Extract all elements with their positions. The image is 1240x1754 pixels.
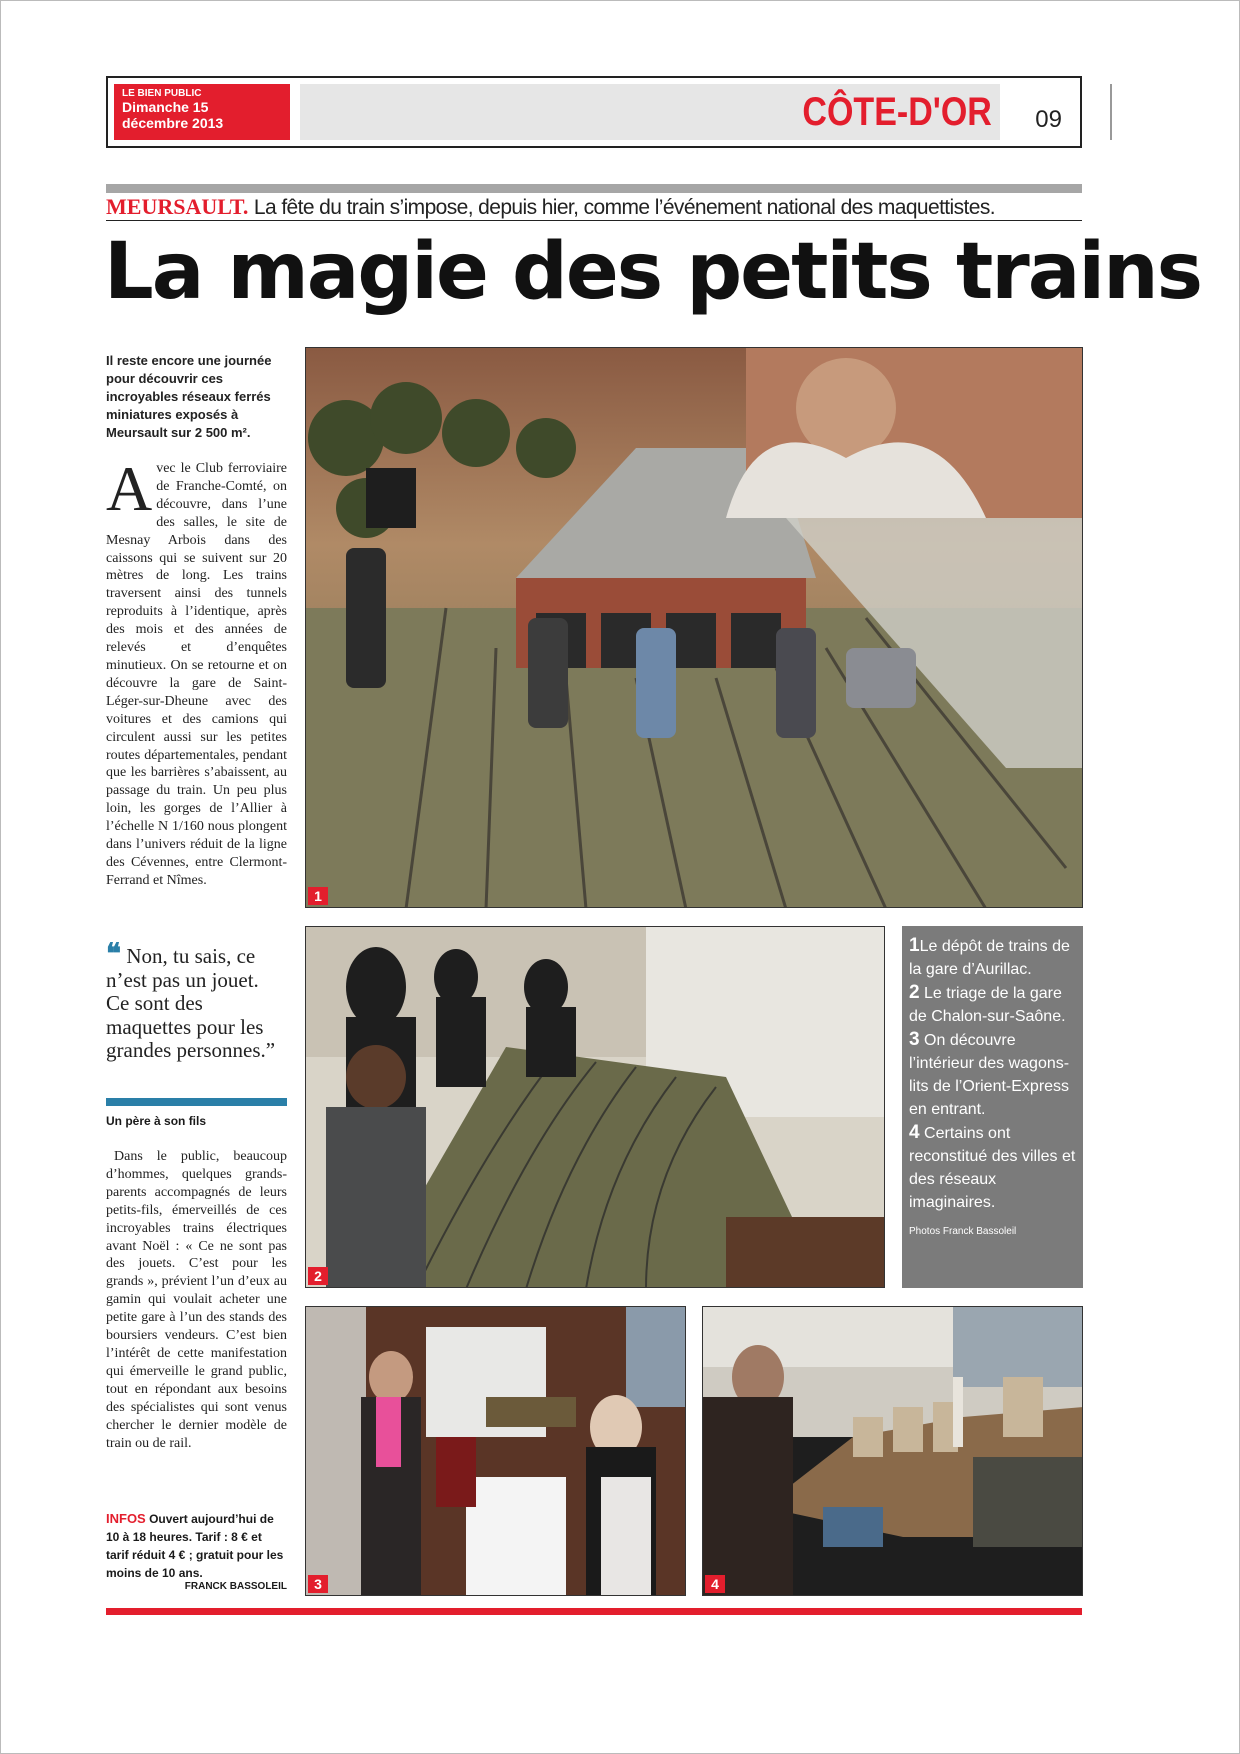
photo-2-marshalling-yard xyxy=(305,926,885,1288)
pull-quote xyxy=(106,938,287,1063)
photo-4-imaginary-town xyxy=(702,1306,1083,1596)
masthead-date-box xyxy=(114,84,290,140)
photo-2-image xyxy=(306,927,885,1288)
section-title: CÔTE-D'OR xyxy=(802,90,992,134)
caption-1: 1Le dépôt de trains de la gare d’Aurillac. xyxy=(909,935,1070,978)
kicker xyxy=(106,194,1082,221)
kicker-text: La fête du train s’impose, depuis hier, comme l’événement national des maquettistes. xyxy=(253,196,995,219)
footer-rule xyxy=(106,1608,1082,1615)
photo-1-image xyxy=(306,348,1083,908)
photo-3-orient-express xyxy=(305,1306,686,1596)
photo-3-number: 3 xyxy=(308,1575,328,1593)
photo-1-train-depot xyxy=(305,347,1083,908)
photo-4-number: 4 xyxy=(705,1575,725,1593)
article-body-part1 xyxy=(106,453,287,890)
practical-info xyxy=(106,1510,287,1582)
photo-1-number: 1 xyxy=(308,887,328,905)
issue-date-line1: Dimanche 15 xyxy=(122,99,209,115)
drop-cap: A xyxy=(106,453,153,524)
photo-4-image xyxy=(703,1307,1083,1596)
caption-3: 3 On découvre l’intérieur des wagons-lits de l’Orient-Express en entrant. xyxy=(909,1029,1070,1118)
infos-text: Ouvert aujourd’hui de 10 à 18 heures. Tarif : 8 € et tarif réduit 4 € ; gratuit pour les moins de 10 ans. xyxy=(106,1512,284,1580)
header-separator xyxy=(1110,84,1112,140)
quote-mark-icon: ❝ xyxy=(106,938,122,969)
pull-quote-attribution: Un père à son fils xyxy=(106,1114,207,1128)
headline: La magie des petits trains xyxy=(104,227,1202,317)
photo-credit: Photos Franck Bassoleil xyxy=(909,1226,1017,1237)
issue-date-line2: décembre 2013 xyxy=(122,115,224,131)
kicker-place: MEURSAULT. xyxy=(106,194,249,219)
article-body-part2: Dans le public, beaucoup d’hommes, quelques grands-parents accompagnés de leurs petits-fils, émerveillés de ces incroyables trains électriques avant Noël : « Ce ne sont pas des jouets. C’est pour les grands », prévient l’un d’eux au gamin qui voulait acheter une petite gare à l’un des stands des boursiers vendeurs. C’est bien l’intérêt de cette manifestation qui émerveille le grand public, tout en répondant aux besoins des spécialistes qui sont venus chercher le dernier modèle de train ou de rail. xyxy=(106,1149,287,1451)
photo-2-number: 2 xyxy=(308,1267,328,1285)
page-number: 09 xyxy=(1035,106,1062,133)
kicker-bar xyxy=(106,184,1082,193)
caption-2: 2 Le triage de la gare de Chalon-sur-Saône. xyxy=(909,982,1066,1025)
infos-label: INFOS xyxy=(106,1511,146,1526)
article-intro: Il reste encore une journée pour découvrir ces incroyables réseaux ferrés miniatures exposés à Meursault sur 2 500 m². xyxy=(106,353,272,440)
caption-4: 4 Certains ont reconstitué des villes et des réseaux imaginaires. xyxy=(909,1122,1076,1211)
author-byline: FRANCK BASSOLEIL xyxy=(184,1581,287,1592)
newspaper-name: LE BIEN PUBLIC xyxy=(122,88,202,99)
photo-captions xyxy=(902,926,1083,1288)
pull-quote-rule xyxy=(106,1098,287,1106)
article-body-part1-text: vec le Club ferroviaire de Franche-Comté, on découvre, dans l’une des salles, le site de Mesnay Arbois dans des caissons qui se suivent sur 20 mètres de long. Les trains traversent ainsi des tunnels reproduits à l’identique, après des mois et des années de relevés et d’enquêtes minutieux. On se retourne et on découvre la gare de Saint-Léger-sur-Dheune avec des voitures et des camions qui circulent aussi sur les petites routes départementales, pendant que les barrières s’abaissent, au passage du train. Un peu plus loin, les gorges de l’Allier à l’échelle N 1/160 nous plongent dans l’univers réduit de la ligne des Cévennes, entre Clermont-Ferrand et Nîmes. xyxy=(106,461,287,888)
photo-3-image xyxy=(306,1307,686,1596)
page-header xyxy=(106,76,1082,148)
pull-quote-text: Non, tu sais, ce n’est pas un jouet. Ce sont des maquettes pour les grandes personnes.” xyxy=(106,944,276,1062)
